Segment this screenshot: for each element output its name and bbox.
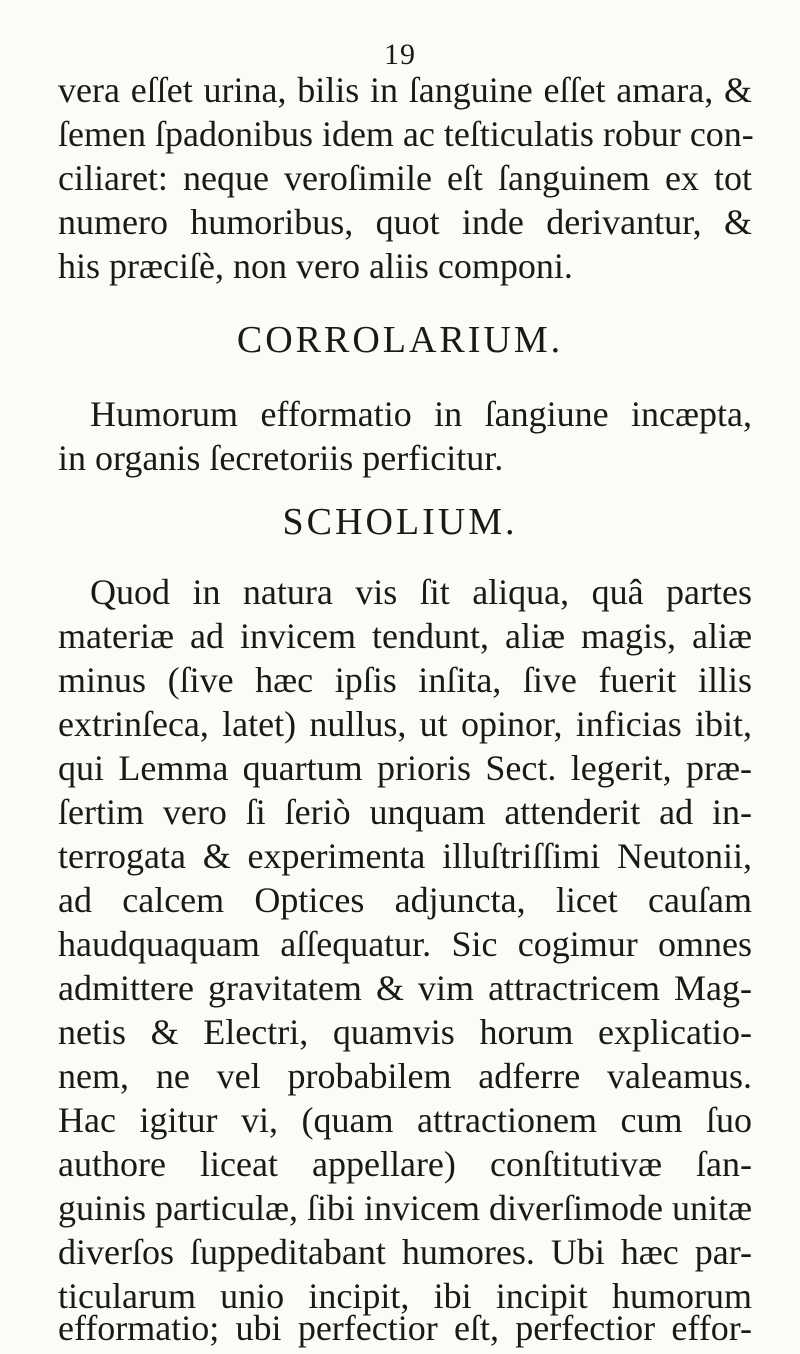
scholium-line: authore liceat appellare) conſtitutivæ ſan- [58,1144,752,1184]
scholium-line: ſertim vero ſi ſeriò unquam attenderit ad in- [58,792,752,832]
scholium-line: ad calcem Optices adjuncta, licet cauſam [58,880,752,920]
scholium-line: extrinſeca, latet) nullus, ut opinor, inficias ibit, [58,704,752,744]
scholium-line: haudquaquam aſſequatur. Sic cogimur omnes [58,924,752,964]
scholium-line: guinis particulæ, ſibi invicem diverſimode unitæ [58,1188,752,1228]
scholium-line: Quod in natura vis ſit aliqua, quâ partes [90,572,752,612]
scholium-line: ticularum unio incipit, ibi incipit humorum [58,1276,752,1316]
scholium-line: qui Lemma quartum prioris Sect. legerit, præ- [58,748,752,788]
scholium-line: minus (ſive hæc ipſis inſita, ſive fuerit illis [58,660,752,700]
page-number: 19 [384,38,416,71]
scholium-line: diverſos ſuppeditabant humores. Ubi hæc par- [58,1232,752,1272]
scholium-line: netis & Electri, quamvis horum explicatio- [58,1012,752,1052]
corollary-heading: CORROLARIUM. [236,319,564,361]
paragraph-line: ſemen ſpadonibus idem ac teſticulatis robur con- [58,114,754,154]
scholium-line: terrogata & experimenta illuſtriſſimi Neutonii, [58,836,752,876]
scholium-line: materiæ ad invicem tendunt, aliæ magis, aliæ [58,616,752,656]
scholium-line: Hac igitur vi, (quam attractionem cum ſuo [58,1100,752,1140]
corollary-line: Humorum efformatio in ſangiune incæpta, [90,394,752,434]
scholium-line: efformatio; ubi perfectior eſt, perfectior effor- [58,1308,752,1348]
scholium-heading: SCHOLIUM. [282,501,518,543]
paragraph-line: ciliaret: neque veroſimile eſt ſanguinem ex tot [58,158,752,198]
scholium-line: admittere gravitatem & vim attractricem Mag- [58,968,752,1008]
paragraph-line: his præciſè, non vero aliis componi. [58,246,573,286]
corollary-line: in organis ſecretoriis perficitur. [58,438,504,478]
paragraph-line: vera eſſet urina, bilis in ſanguine eſſet amara, & [58,70,752,110]
paragraph-line: numero humoribus, quot inde derivantur, & [58,202,752,242]
scholium-line: nem, ne vel probabilem adferre valeamus. [58,1056,752,1096]
